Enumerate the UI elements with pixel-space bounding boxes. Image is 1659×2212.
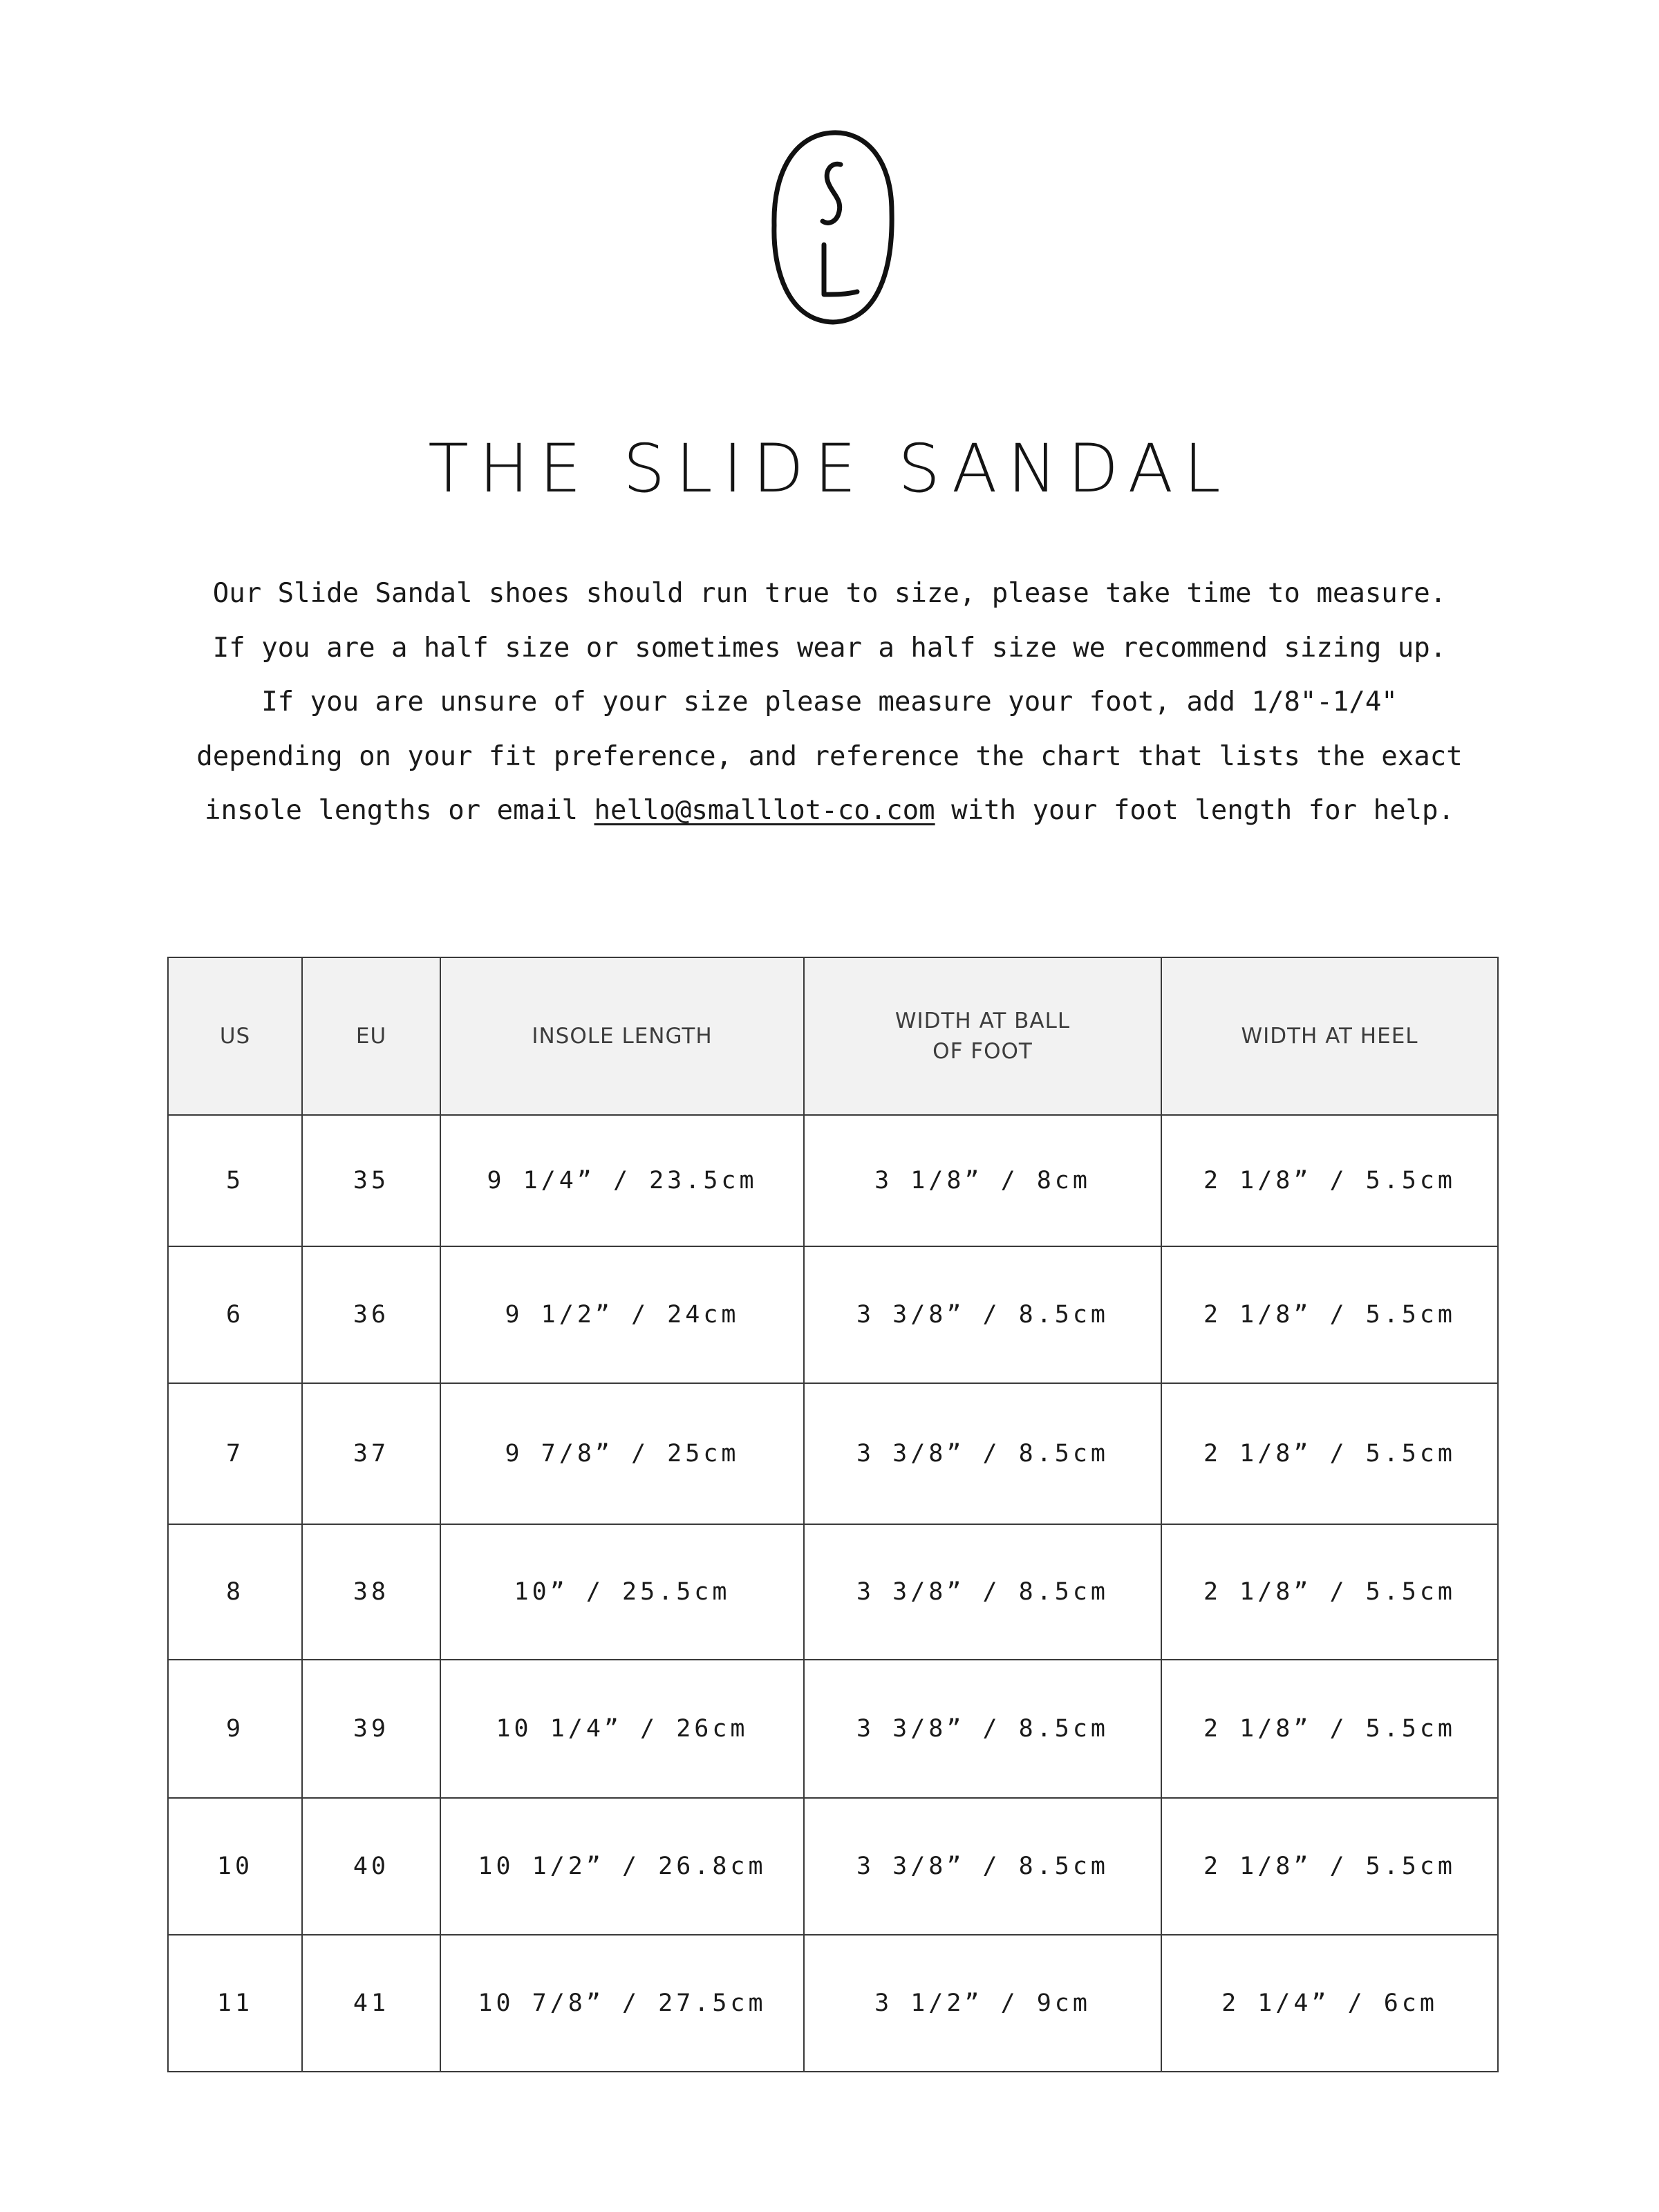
intro-line: Our Slide Sandal shoes should run true to size, please take time to measure. [212, 578, 1447, 609]
table-row [168, 1115, 1498, 1246]
cell-insole-length: 10” / 25.5cm [440, 1524, 804, 1660]
table-row [168, 1935, 1498, 2072]
cell-width-at-heel: 2 1/8” / 5.5cm [1161, 1660, 1498, 1798]
cell-insole-length: 10 1/4” / 26cm [440, 1660, 804, 1798]
intro-line: If you are unsure of your size please measure your foot, add 1/8"-1/4" [261, 686, 1398, 718]
cell-insole-length: 10 7/8” / 27.5cm [440, 1935, 804, 2072]
size-chart-table [167, 957, 1499, 2072]
cell-width-at-heel: 2 1/8” / 5.5cm [1161, 1246, 1498, 1383]
cell-eu: 36 [302, 1246, 440, 1383]
intro-text: with your foot length for help. [935, 795, 1454, 826]
table-row [168, 1660, 1498, 1798]
cell-us: 7 [168, 1383, 302, 1524]
cell-width-at-ball: 3 3/8” / 8.5cm [804, 1798, 1161, 1935]
table-row [168, 1383, 1498, 1524]
cell-width-at-ball: 3 3/8” / 8.5cm [804, 1246, 1161, 1383]
cell-width-at-ball: 3 1/2” / 9cm [804, 1935, 1161, 2072]
header-width-at-ball [804, 957, 1161, 1115]
intro-text: insole lengths or email [205, 795, 594, 826]
intro-paragraph [180, 567, 1479, 838]
intro-line: depending on your fit preference, and reference the chart that lists the exact [196, 740, 1463, 772]
table-row [168, 1524, 1498, 1660]
cell-insole-length: 10 1/2” / 26.8cm [440, 1798, 804, 1935]
cell-eu: 39 [302, 1660, 440, 1798]
cell-width-at-heel: 2 1/8” / 5.5cm [1161, 1524, 1498, 1660]
header-us: US [168, 957, 302, 1115]
cell-width-at-ball: 3 3/8” / 8.5cm [804, 1524, 1161, 1660]
table-row [168, 1246, 1498, 1383]
cell-width-at-ball: 3 3/8” / 8.5cm [804, 1383, 1161, 1524]
cell-width-at-ball: 3 3/8” / 8.5cm [804, 1660, 1161, 1798]
email-link[interactable]: hello@smalllot-co.com [594, 795, 935, 826]
cell-eu: 37 [302, 1383, 440, 1524]
table-header-row [168, 957, 1498, 1115]
cell-us: 8 [168, 1524, 302, 1660]
cell-eu: 40 [302, 1798, 440, 1935]
cell-width-at-ball: 3 1/8” / 8cm [804, 1115, 1161, 1246]
cell-eu: 38 [302, 1524, 440, 1660]
cell-us: 11 [168, 1935, 302, 2072]
cell-width-at-heel: 2 1/8” / 5.5cm [1161, 1798, 1498, 1935]
cell-eu: 35 [302, 1115, 440, 1246]
cell-us: 9 [168, 1660, 302, 1798]
cell-insole-length: 9 1/4” / 23.5cm [440, 1115, 804, 1246]
header-eu: EU [302, 957, 440, 1115]
intro-line: If you are a half size or sometimes wear a half size we recommend sizing up. [212, 632, 1447, 664]
cell-insole-length: 9 7/8” / 25cm [440, 1383, 804, 1524]
intro-line [180, 784, 1479, 838]
cell-eu: 41 [302, 1935, 440, 2072]
cell-width-at-heel: 2 1/8” / 5.5cm [1161, 1115, 1498, 1246]
cell-us: 6 [168, 1246, 302, 1383]
cell-us: 5 [168, 1115, 302, 1246]
cell-us: 10 [168, 1798, 302, 1935]
header-width-at-heel: WIDTH AT HEEL [1161, 957, 1498, 1115]
header-width-at-ball-line: WIDTH AT BALL [894, 1009, 1071, 1033]
sl-monogram-logo-icon [769, 129, 897, 326]
page-title: THE SLIDE SANDAL [428, 430, 1231, 507]
header-width-at-ball-line: OF FOOT [932, 1039, 1033, 1064]
cell-width-at-heel: 2 1/8” / 5.5cm [1161, 1383, 1498, 1524]
cell-width-at-heel: 2 1/4” / 6cm [1161, 1935, 1498, 2072]
cell-insole-length: 9 1/2” / 24cm [440, 1246, 804, 1383]
table-row [168, 1798, 1498, 1935]
header-insole-length: INSOLE LENGTH [440, 957, 804, 1115]
